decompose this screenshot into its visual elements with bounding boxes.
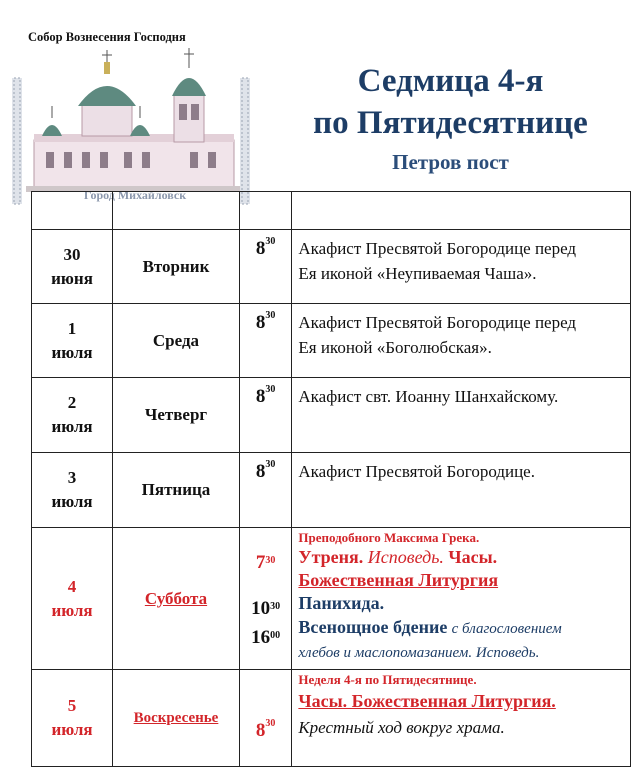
service-cell — [292, 528, 631, 670]
date-cell — [32, 230, 113, 304]
service-line: Акафист Пресвятой Богородице перед — [298, 239, 577, 258]
matins-line: Утреня. Исповедь. Часы. — [298, 547, 498, 567]
time-hour: 8 — [255, 720, 266, 741]
table-row — [32, 304, 631, 378]
weekday-cell: Вторник — [113, 230, 240, 304]
time-panikhida: $10^{30}$ — [251, 598, 281, 619]
page-title — [270, 60, 631, 144]
service-cell — [292, 304, 631, 378]
date-number: 30 — [63, 244, 81, 264]
panikhida-line: Панихида. — [298, 593, 385, 613]
city-name: Город Михайловск — [83, 188, 187, 202]
date-number: 5 — [67, 696, 77, 715]
table-row — [32, 670, 631, 767]
time-hour: 8 — [255, 238, 266, 259]
date-cell — [32, 378, 113, 453]
date-number: 2 — [67, 393, 77, 412]
liturgy-line: Божественная Литургия — [298, 570, 499, 590]
date-month: июля — [51, 492, 93, 511]
time-minute: 30 — [265, 459, 276, 470]
time-minute: 30 — [265, 310, 276, 321]
date-month: июля — [51, 720, 93, 739]
liturgy-line: Часы. Божественная Литургия. — [298, 691, 556, 711]
date-number: 4 — [67, 576, 77, 596]
weekday-cell: Воскресенье — [113, 670, 240, 767]
week-title: Неделя 4-я по Пятидесятнице. — [298, 672, 477, 687]
time-minute: 30 — [265, 718, 276, 729]
schedule-table — [31, 191, 631, 767]
service-cell — [292, 378, 631, 453]
date-number: 1 — [67, 318, 77, 338]
date-cell — [32, 528, 113, 670]
table-row — [32, 378, 631, 453]
time-minute: 30 — [265, 384, 276, 395]
time-hour: 8 — [255, 461, 266, 482]
vigil-line: Всенощное бдение с благословением — [298, 617, 562, 637]
table-row — [32, 528, 631, 670]
header-row — [32, 192, 631, 230]
date-cell — [32, 453, 113, 528]
service-cell — [292, 230, 631, 304]
service-line: Ея иконой «Неупиваемая Чаша». — [298, 264, 537, 283]
title-line-1: Седмица 4-я — [357, 63, 544, 99]
date-month: июля — [51, 342, 93, 362]
time-cell — [239, 453, 291, 528]
vigil-note: хлебов и маслопомазанием. Исповедь. — [298, 645, 540, 661]
date-month: июля — [51, 600, 93, 620]
service-line: Акафист Пресвятой Богородице перед — [298, 313, 577, 332]
time-cell — [239, 378, 291, 453]
service-cell — [292, 453, 631, 528]
time-minute: 30 — [265, 236, 276, 247]
header-cell-2 — [113, 192, 240, 230]
table-row — [32, 453, 631, 528]
header-cell-1 — [32, 192, 113, 230]
date-cell — [32, 304, 113, 378]
time-hour: 8 — [255, 386, 266, 407]
service-line: Акафист Пресвятой Богородице. — [298, 462, 535, 481]
time-cell — [239, 304, 291, 378]
header-cell-3 — [239, 192, 291, 230]
date-number: 3 — [67, 468, 77, 487]
header-cell-4 — [292, 192, 631, 230]
date-cell — [32, 670, 113, 767]
page-subtitle: Петров пост — [392, 150, 509, 174]
time-cell — [239, 230, 291, 304]
weekday-cell: Суббота — [113, 528, 240, 670]
procession-line: Крестный ход вокруг храма. — [298, 718, 505, 737]
feast-title: Преподобного Максима Грека. — [298, 530, 480, 545]
service-cell — [292, 670, 631, 767]
cathedral-illustration — [12, 48, 250, 208]
time-matins: $7^{30}$ — [255, 552, 276, 573]
date-month: июля — [51, 417, 93, 436]
weekday-cell: Среда — [113, 304, 240, 378]
weekday-cell: Четверг — [113, 378, 240, 453]
title-line-2: по Пятидесятнице — [313, 105, 588, 141]
service-line: Ея иконой «Боголюбская». — [298, 338, 492, 357]
table-row — [32, 230, 631, 304]
cathedral-name: Собор Вознесения Господня — [28, 30, 186, 44]
time-hour: 8 — [255, 312, 266, 333]
service-line: Акафист свт. Иоанну Шанхайскому. — [298, 387, 559, 406]
date-month: июня — [51, 268, 93, 288]
time-cell — [239, 670, 291, 767]
weekday-cell: Пятница — [113, 453, 240, 528]
time-vigil: $16^{00}$ — [251, 627, 281, 648]
time-cell — [239, 528, 291, 670]
